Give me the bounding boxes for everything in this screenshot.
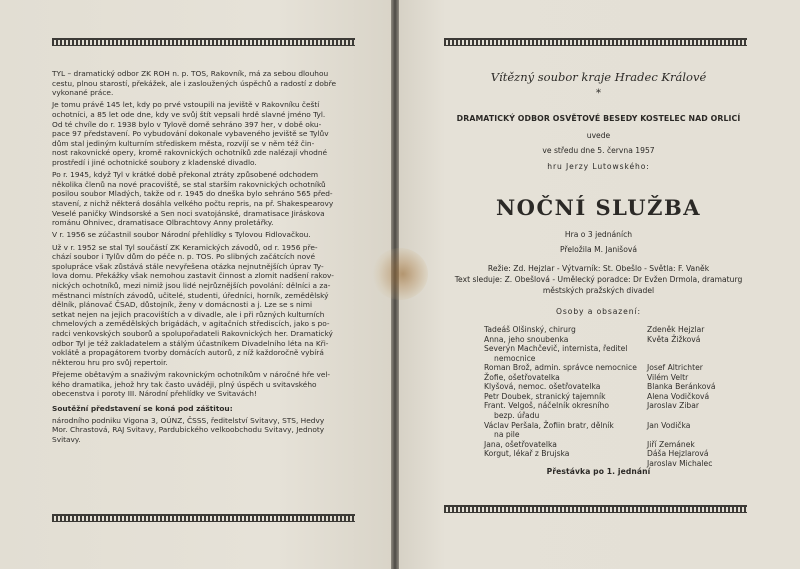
star-ornament: *	[596, 88, 601, 99]
text-credit-line-2: městských pražských divadel	[542, 286, 655, 295]
left-text-line: lova domu. Překážky však nemohou zastavit činnost a zlomit nadšení rakov-	[52, 271, 334, 281]
left-text-line: nických ochotníků, mezi nimiž jsou lidé nejrůznějších povolání: dělníci a za-	[52, 281, 331, 290]
play-subtitle: Hra o 3 jednáních	[564, 230, 633, 239]
left-text-line: V r. 1956 se zúčastnil soubor Národní přehlídky s Tylovou Fidlovačkou.	[52, 230, 311, 240]
cast-actor: Jan Vodička	[647, 420, 691, 430]
left-text-line: Od té chvíle do r. 1938 bylo v Tylově domě sehráno 397 her, v době oku-	[52, 119, 322, 129]
cast-actor: Vilém Veltr	[647, 372, 689, 382]
text-credit-line: Text sleduje: Z. Obešlová - Umělecký poradce: Dr Evžen Drmola, dramaturg	[454, 275, 743, 284]
credits-line: Režie: Zd. Hejzlar - Výtvarník: St. Obešlo - Světla: F. Vaněk	[487, 264, 710, 273]
cast-role: Jana, ošetřovatelka	[484, 439, 557, 449]
cast-actor: Jiří Zemánek	[647, 439, 695, 449]
cast-actor: Zdeněk Hejzlar	[647, 325, 705, 334]
cast-role: Tadeáš Olšinský, chirurg	[484, 325, 576, 334]
right-bottom-rule	[444, 505, 747, 513]
left-text-line: Veselé paničky Windsorské a Sen noci svatojánské, dramatisace Jiráskova	[52, 208, 325, 218]
cast-role: Václav Peršala, Žofiin bratr, dělník	[484, 420, 614, 430]
cast-heading: Osoby a obsazení:	[556, 307, 641, 316]
left-text-line: chmelových a zemědělských brigádách, v agitačních střediscích, jako s po-	[52, 319, 330, 329]
cast-role: Anna, jeho snoubenka	[484, 334, 569, 344]
left-text-line: chází soubor i Tylův dům do péče n. p. TOS. Po slibných začátcích nové	[52, 252, 316, 262]
play-author: hru Jerzy Lutowského:	[547, 162, 650, 171]
left-text-line: odbor Tyl je též zakladatelem a stálým účastníkem Divadelního léta na Kři-	[52, 338, 329, 348]
translation-credit: Přeložila M. Janišová	[559, 245, 638, 254]
cast-actor: Josef Altrichter	[647, 363, 703, 373]
sponsors-heading: Soutěžní představení se koná pod záštitou:	[52, 404, 233, 414]
cast-role: nemocnice	[494, 353, 536, 363]
left-text-line: spolupráce však zůstává stále nevyřešena otázka nejnutnějších úprav Ty-	[52, 261, 324, 271]
left-bottom-rule	[52, 514, 355, 522]
left-text-line: Už v r. 1952 se stal Tyl součástí ZK Keramických závodů, od r. 1956 pře-	[52, 242, 318, 252]
left-text-line: románu Ohnivec, dramatisace Olbrachtovy Anny proletářky.	[52, 218, 274, 228]
left-top-rule	[52, 38, 355, 46]
cast-actor: Blanka Beránková	[647, 382, 716, 392]
left-text-line: nost rakovnické opery, kromě rakovnických ochotníků zde nalézají vhodné	[52, 148, 328, 158]
cast-actor: Alena Vodičková	[647, 391, 710, 401]
left-text-line: Po r. 1945, když Tyl v krátké době překonal ztráty způsobené odchodem	[52, 170, 319, 180]
left-text-line: městnanci místních závodů, učitelé, studenti, úředníci, horník, zemědělský	[52, 290, 329, 300]
left-text-line: pace 97 představení. Po vybudování dokonale vybaveného jeviště se Tylův	[52, 129, 329, 139]
cast-role: Severýn Machčevič, internista, ředitel	[484, 344, 628, 354]
sponsors-line: Mor. Chrastová, RAJ Svitavy, Pardubického velkoobchodu Svitavy, Jednoty	[52, 425, 325, 435]
cast-role: Frant. Velgoš, náčelník okresního	[484, 401, 610, 411]
cast-role: Žofie, ošetřovatelka	[484, 372, 560, 382]
date-line: ve středu dne 5. června 1957	[542, 146, 655, 155]
sponsors-line: Svitavy.	[52, 434, 81, 444]
left-text-line: radci venkovských souborů a spolupořadateli Rakovnických her. Dramatický	[52, 329, 333, 338]
cast-actor: Květa Žižková	[647, 334, 701, 344]
left-text-line: Přejeme obětavým a snaživým rakovnickým ochotníkům v náročné hře vel-	[52, 370, 331, 379]
play-title: NOČNÍ SLUŽBA	[495, 195, 701, 220]
left-text-line: dům stal jediným kulturním střediskem města, rozvíjí se v něm též čin-	[52, 138, 315, 148]
sponsors-line: národního podniku Vigona 3, OÚNZ, ČSSS, ředitelství Svitavy, STS, Hedvy	[52, 415, 325, 425]
presents-line: uvede	[586, 131, 611, 140]
left-text-line: obecenstva i poroty III. Národní přehlídky ve Svitavách!	[52, 389, 257, 399]
left-text-line: cestu, plnou starostí, překážek, ale i zasloužených úspěchů a radostí z dobře	[52, 78, 336, 88]
left-text-line: setkat nejen na jejich pracovištích a v divadle, ale i při různých kulturních	[52, 309, 325, 319]
right-top-rule	[444, 38, 747, 46]
cast-role: na pile	[494, 430, 520, 440]
cast-actor: Jaroslav Michalec	[647, 458, 713, 468]
intermission-note: Přestávka po 1. jednání	[546, 467, 651, 476]
left-text-line: voklátě a propagátorem tvorby domácích autorů, z níž každoročně vybírá	[52, 348, 324, 358]
cast-role: bezp. úřadu	[494, 410, 540, 420]
left-text-line: TYL – dramatický odbor ZK ROH n. p. TOS, Rakovník, má za sebou dlouhou	[52, 69, 329, 78]
left-text-line: kého dramatika, jehož hry tak často uváději, plný úspěch u svitavského	[52, 379, 317, 389]
left-text-line: dělník, plánovač ČSAD, důstojník, ženy v domácnosti a j. Lze se s nimi	[52, 300, 313, 310]
cast-actor: Dáša Hejzlarová	[647, 449, 709, 459]
right-page	[397, 0, 800, 569]
left-text-line: posilou soubor Mladých, takže od r. 1945 do dneška bylo sehráno 565 před-	[52, 189, 333, 199]
left-text-line: Je tomu právě 145 let, kdy po prvé vstoupili na jeviště v Rakovníku čeští	[52, 100, 320, 110]
left-text-line: ochotníci, a 85 let ode dne, kdy ve svůj štít vepsali hrdě slavné jméno Tyl.	[52, 110, 326, 119]
company-name: DRAMATICKÝ ODBOR OSVĚTOVÉ BESEDY KOSTELEC NAD ORLICÍ	[456, 114, 741, 123]
left-text-line: stavení, z nichž některá dosáhla velkého počtu repris, na př. Shakespearovy	[52, 199, 334, 208]
cast-role: Petr Doubek, stranický tajemník	[484, 391, 606, 401]
left-text-line: několika členů na nové pracoviště, se stal starším rakovnických ochotníků	[52, 179, 326, 189]
cast-role: Klyšová, nemoc. ošetřovatelka	[484, 382, 601, 392]
cast-role: Roman Brož, admin. správce nemocnice	[484, 363, 637, 373]
region-line: Vítězný soubor kraje Hradec Králové	[490, 70, 707, 84]
left-text-line: prostředí i jiné ochotnické soubory z kladenské divadlo.	[52, 158, 257, 167]
cast-actor: Jaroslav Zibar	[647, 401, 700, 411]
cast-role: Korgut, lékař z Brujska	[484, 449, 570, 459]
left-text-line: některou hru pro svůj repertoir.	[52, 357, 168, 367]
left-text-line: vykonané práce.	[52, 88, 114, 98]
